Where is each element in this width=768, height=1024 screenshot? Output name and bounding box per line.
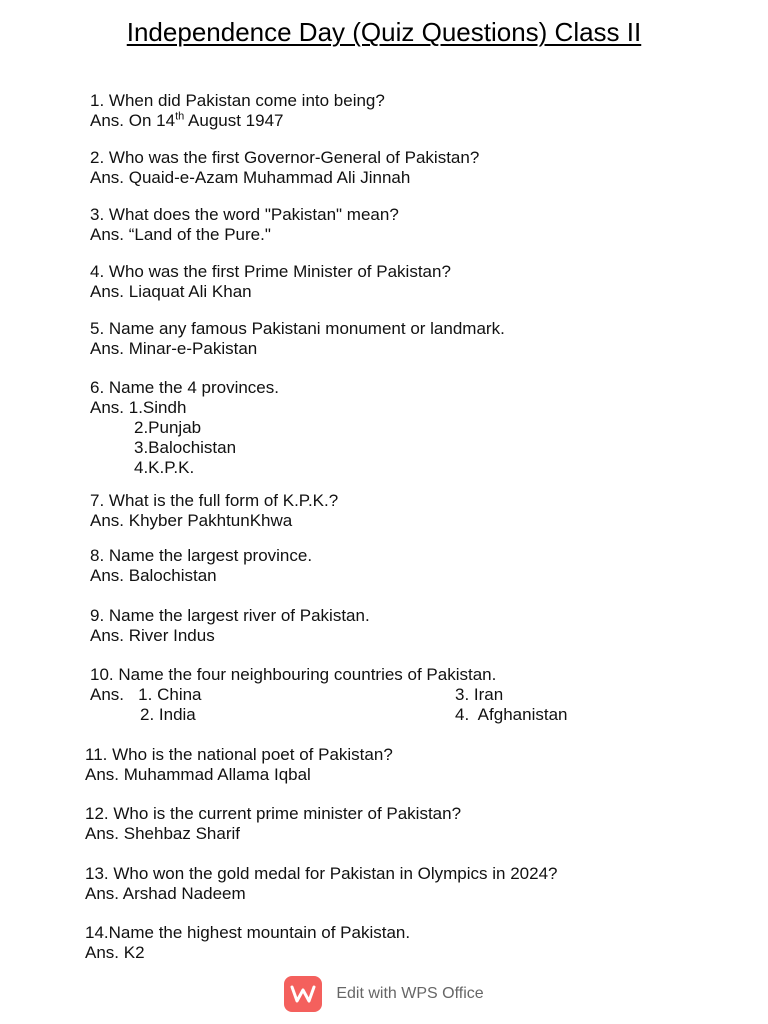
question-text: 12. Who is the current prime minister of Pakistan? — [85, 804, 462, 823]
question-text: 5. Name any famous Pakistani monument or landmark. — [90, 319, 505, 338]
question-block-3 — [90, 205, 399, 245]
question-block-7 — [90, 491, 338, 531]
answer-row — [90, 705, 650, 725]
wps-edit-banner[interactable] — [0, 976, 768, 1012]
answer-suffix: August 1947 — [184, 111, 284, 130]
answer-text: Ans. Shehbaz Sharif — [85, 824, 240, 843]
answer-text: Ans. K2 — [85, 943, 145, 962]
answer-list-item: 2.Punjab — [134, 418, 202, 437]
answer-col-right: 4. Afghanistan — [455, 705, 568, 724]
answer-text: Ans. River Indus — [90, 626, 215, 645]
question-text: 11. Who is the national poet of Pakistan? — [85, 745, 393, 764]
question-block-1 — [90, 91, 385, 131]
question-text: 8. Name the largest province. — [90, 546, 313, 565]
question-block-5 — [90, 319, 505, 359]
question-text: 14.Name the highest mountain of Pakistan. — [85, 923, 411, 942]
question-block-12 — [85, 804, 461, 844]
question-text: 6. Name the 4 provinces. — [90, 378, 279, 397]
question-block-2 — [90, 148, 479, 188]
question-block-10 — [90, 665, 650, 725]
answer-col-left: Ans. 1. China — [90, 685, 202, 704]
page-title: Independence Day (Quiz Questions) Class II — [126, 17, 642, 47]
question-block-13 — [85, 864, 557, 904]
answer-text: Ans. Khyber PakhtunKhwa — [90, 511, 293, 530]
question-text: 13. Who won the gold medal for Pakistan in Olympics in 2024? — [85, 864, 558, 883]
answer-prefix: Ans. On 14 — [90, 111, 176, 130]
answer-list-item: 4.K.P.K. — [134, 458, 195, 477]
question-text: 4. Who was the first Prime Minister of Pakistan? — [90, 262, 451, 281]
question-text: 2. Who was the first Governor-General of Pakistan? — [90, 148, 480, 167]
question-block-14 — [85, 923, 410, 963]
question-text: 10. Name the four neighbouring countries of Pakistan. — [90, 665, 497, 684]
answer-text: Ans. Arshad Nadeem — [85, 884, 246, 903]
question-block-8 — [90, 546, 312, 586]
answer-text: Ans. Quaid-e-Azam Muhammad Ali Jinnah — [90, 168, 411, 187]
question-text: 7. What is the full form of K.P.K.? — [90, 491, 339, 510]
question-text: 1. When did Pakistan come into being? — [90, 91, 385, 110]
question-text: 9. Name the largest river of Pakistan. — [90, 606, 370, 625]
answer-superscript: th — [175, 110, 185, 123]
question-block-6 — [90, 378, 279, 478]
answer-text: Ans. “Land of the Pure." — [90, 225, 271, 244]
wps-edit-link[interactable]: Edit with WPS Office — [336, 985, 484, 1002]
answer-row — [90, 685, 650, 705]
question-text: 3. What does the word "Pakistan" mean? — [90, 205, 399, 224]
answer-text: Ans. Minar-e-Pakistan — [90, 339, 258, 358]
answer-col-right: 3. Iran — [455, 685, 504, 704]
question-block-4 — [90, 262, 451, 302]
question-block-9 — [90, 606, 370, 646]
answer-list-item: 3.Balochistan — [134, 438, 237, 457]
question-block-11 — [85, 745, 393, 785]
answer-text: Ans. Liaquat Ali Khan — [90, 282, 252, 301]
answer-text: Ans. Muhammad Allama Iqbal — [85, 765, 311, 784]
answer-text: Ans. Balochistan — [90, 566, 217, 585]
answer-text: Ans. 1.Sindh — [90, 398, 187, 417]
answer-col-left: 2. India — [140, 705, 196, 724]
wps-office-logo-icon[interactable] — [284, 976, 322, 1012]
answer-text — [90, 111, 385, 131]
